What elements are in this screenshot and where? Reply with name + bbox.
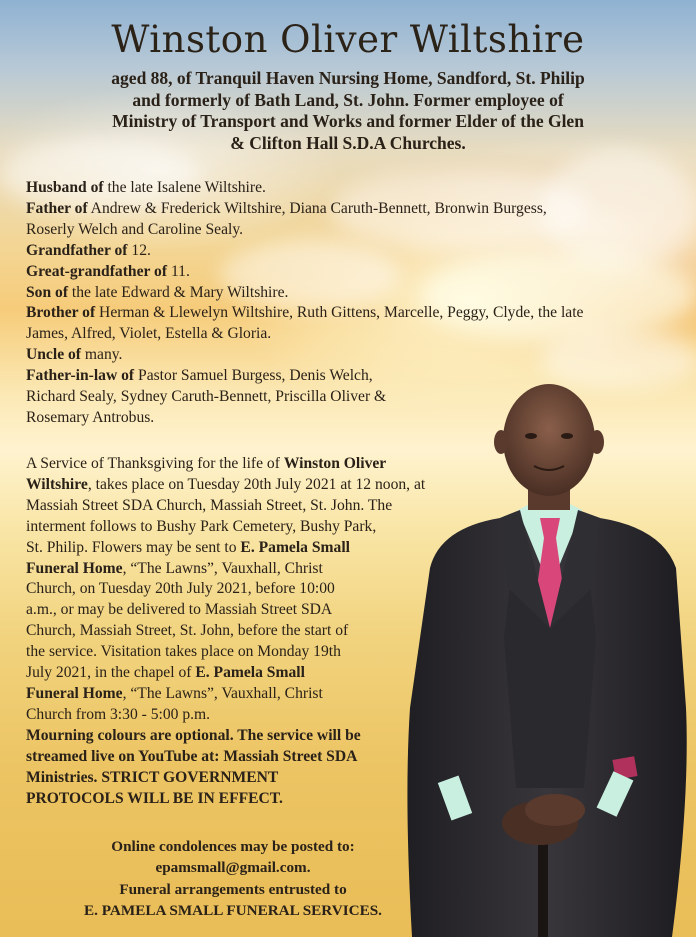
description-line: aged 88, of Tranquil Haven Nursing Home, Sandford, St. Philip [111, 68, 585, 88]
father-line [26, 199, 666, 220]
arrangements-line: Funeral arrangements entrusted to [119, 880, 347, 898]
service-line: Church, Massiah Street, St. John, before the start of [26, 622, 349, 640]
service-emphasis: Wiltshire [26, 475, 88, 493]
service-line: a.m., or may be delivered to Massiah Street SDA [26, 601, 333, 619]
relation-text: the late Edward & Mary Wiltshire. [68, 283, 289, 301]
notice-line: Ministries. STRICT GOVERNMENT [26, 768, 279, 786]
condolences-line: Online condolences may be posted to: [111, 838, 355, 855]
email-address: epamsmall@gmail.com. [155, 859, 311, 877]
service-line [26, 663, 426, 684]
service-text: July 2021, in the chapel of [26, 664, 196, 682]
father-in-law-line-cont: Rosemary Antrobus. [26, 408, 155, 426]
relation-label: Great-grandfather of [26, 262, 168, 280]
service-details [26, 454, 426, 809]
father-in-law-line-cont: Richard Sealy, Sydney Caruth-Bennett, Priscilla Oliver & [26, 388, 387, 406]
relation-text: the late Isalene Wiltshire. [103, 179, 266, 196]
relation-label: Uncle of [26, 346, 81, 364]
service-emphasis: E. Pamela Small [240, 538, 351, 556]
relation-text: many. [81, 346, 123, 364]
description-line: and formerly of Bath Land, St. John. Former employee of [132, 89, 564, 110]
service-line [26, 684, 426, 705]
relation-text: Herman & Llewelyn Wiltshire, Ruth Gittens, Marcelle, Peggy, Clyde, the late [95, 304, 584, 322]
portrait-photo [400, 378, 696, 937]
great-grandfather-line [26, 262, 666, 283]
notice-line: Mourning colours are optional. The service will be [26, 726, 361, 744]
relation-text: 12. [127, 241, 151, 259]
service-line [26, 559, 426, 580]
relation-label: Grandfather of [26, 241, 128, 259]
service-line: Massiah Street SDA Church, Massiah Street, St. John. The [26, 496, 393, 514]
relation-label: Son of [26, 283, 69, 301]
deceased-description [0, 68, 696, 154]
uncle-line [26, 345, 666, 366]
description-line: Ministry of Transport and Works and former Elder of the Glen [112, 111, 584, 131]
service-text: St. Philip. Flowers may be sent to [26, 538, 241, 556]
service-line: Church, on Tuesday 20th July 2021, before 10:00 [26, 580, 335, 598]
service-emphasis: Funeral Home [26, 684, 123, 702]
relation-text: 11. [167, 262, 190, 280]
description-line: & Clifton Hall S.D.A Churches. [230, 132, 466, 153]
condolences-footer [26, 836, 440, 922]
service-emphasis: Winston Oliver [283, 455, 387, 472]
funeral-services-name: E. PAMELA SMALL FUNERAL SERVICES. [84, 902, 382, 920]
service-text: , “The Lawns”, Vauxhall, Christ [122, 559, 323, 577]
service-line [26, 538, 426, 559]
service-text: , “The Lawns”, Vauxhall, Christ [122, 684, 323, 702]
service-line: the service. Visitation takes place on Monday 19th [26, 643, 341, 661]
service-line [26, 475, 426, 496]
relation-label: Brother of [26, 304, 96, 322]
service-text: A Service of Thanksgiving for the life of [26, 455, 284, 472]
relation-label: Husband of [26, 179, 104, 196]
service-emphasis: Funeral Home [26, 559, 123, 577]
relation-text: Andrew & Frederick Wiltshire, Diana Caruth-Bennett, Bronwin Burgess, [87, 199, 547, 217]
deceased-name: Winston Oliver Wiltshire [111, 18, 585, 61]
relation-label: Father-in-law of [26, 367, 135, 385]
brother-line-cont: James, Alfred, Violet, Estella & Gloria. [26, 325, 272, 343]
brother-line [26, 303, 666, 324]
relation-label: Father of [26, 199, 88, 217]
service-emphasis: E. Pamela Small [195, 664, 305, 682]
service-text: , takes place on Tuesday 20th July 2021 at 12 noon, at [87, 475, 426, 493]
husband-line [26, 178, 666, 199]
father-line-cont: Roserly Welch and Caroline Sealy. [26, 220, 244, 238]
notice-line: streamed live on YouTube at: Massiah Street SDA [26, 747, 358, 765]
relation-text: Pastor Samuel Burgess, Denis Welch, [134, 367, 373, 385]
service-line: Church from 3:30 - 5:00 p.m. [26, 705, 211, 723]
service-line [26, 454, 426, 475]
service-line: interment follows to Bushy Park Cemetery, Bushy Park, [26, 517, 377, 535]
notice-line: PROTOCOLS WILL BE IN EFFECT. [26, 789, 283, 807]
grandfather-line [26, 241, 666, 262]
son-line [26, 283, 666, 304]
